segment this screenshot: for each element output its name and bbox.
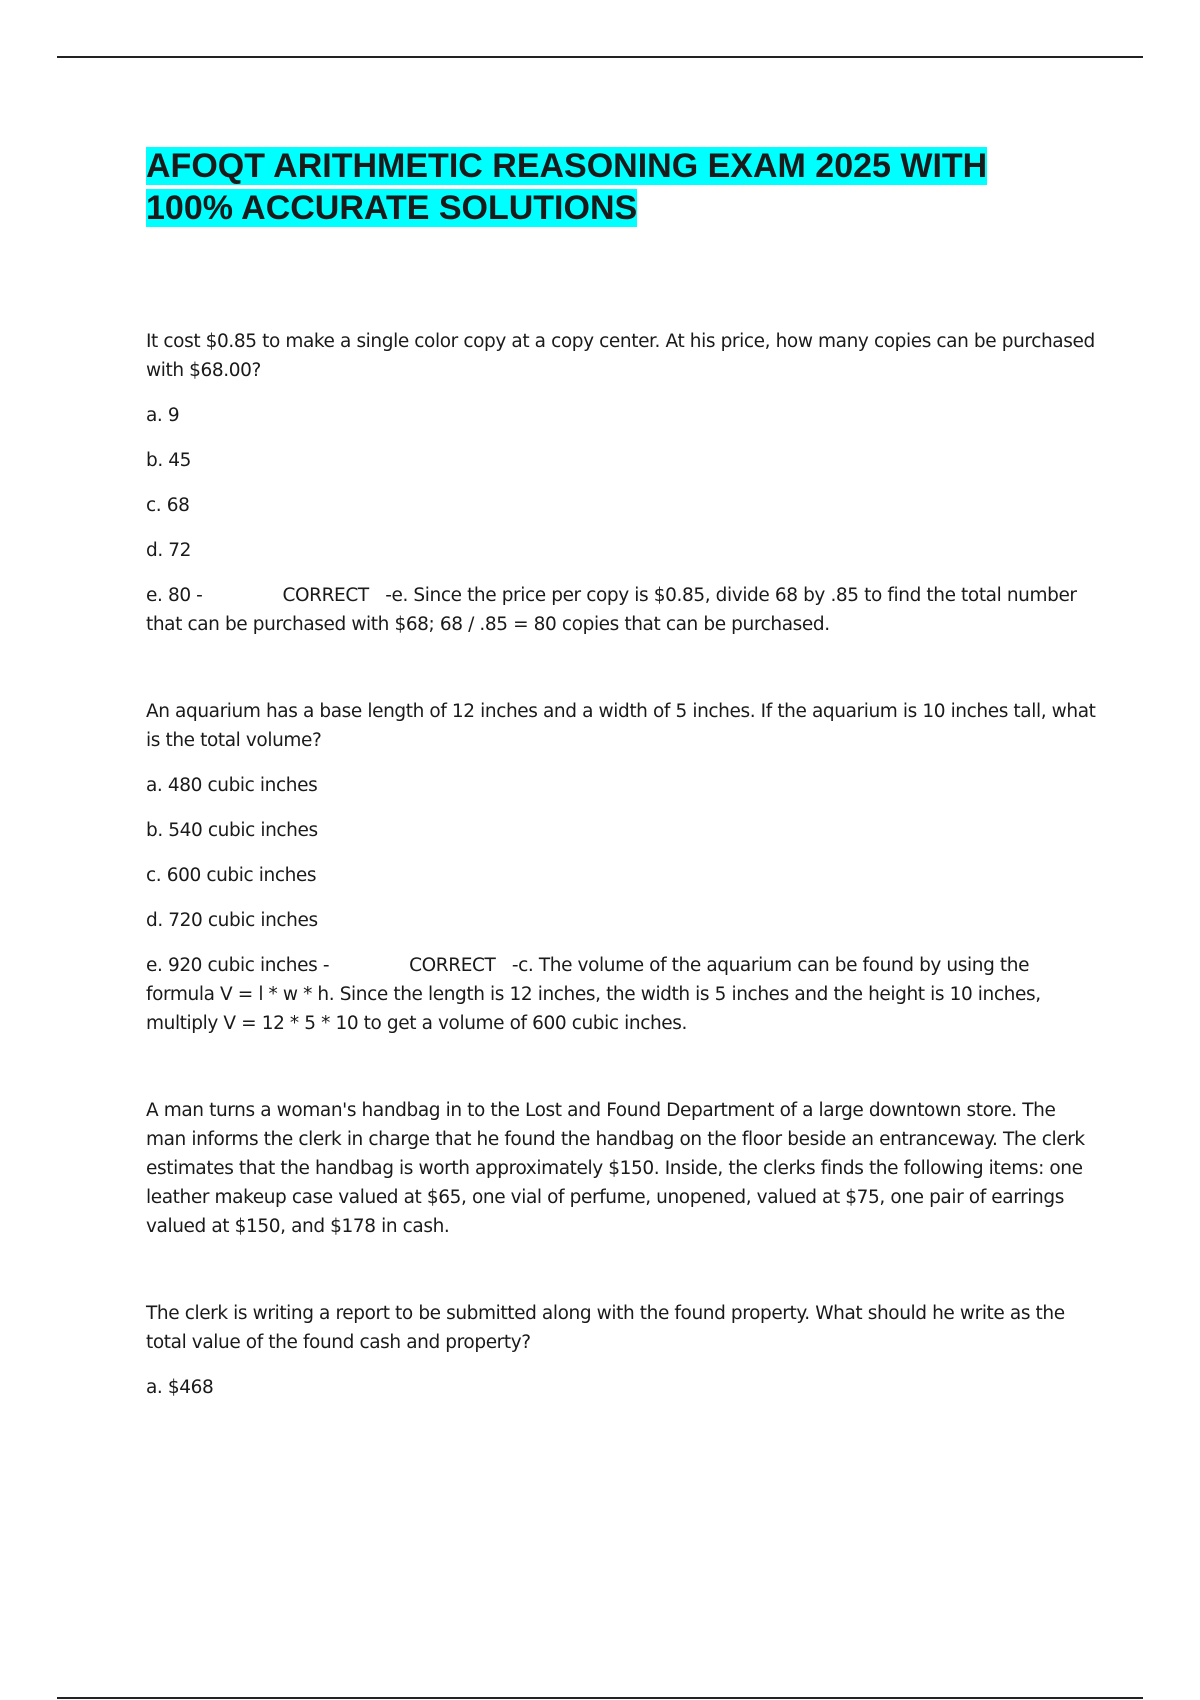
solution-explanation: -e. Since the price per copy is $0.85, divide 68 by .85 to find the total number that can be purchased with $68; 68 / .85 = 80 copies that can be purchased. xyxy=(146,585,1077,635)
correct-label: CORRECT xyxy=(409,955,496,976)
question-stem: The clerk is writing a report to be submitted along with the found property. What should he write as the total value of the found cash and property? xyxy=(146,1303,1065,1353)
solution-explanation: -c. The volume of the aquarium can be found by using the formula V = l * w * h. Since the length is 12 inches, the width is 5 inches and the height is 10 inches, multiply V = 12 * 5 * 10 to get a volume of 600 cubic inches. xyxy=(146,955,1041,1034)
title-line-2: 100% ACCURATE SOLUTIONS xyxy=(146,189,638,227)
answer-option: d. 720 cubic inches xyxy=(146,910,318,931)
answer-option: d. 72 xyxy=(146,540,192,561)
question-3 xyxy=(146,1299,1096,1402)
answer-option: e. 920 cubic inches - xyxy=(146,955,330,976)
document-body xyxy=(146,145,1096,1418)
question-stem: It cost $0.85 to make a single color copy at a copy center. At his price, how many copies can be purchased with $68.00? xyxy=(146,331,1095,381)
answer-option: b. 45 xyxy=(146,450,192,471)
answer-option: a. 480 cubic inches xyxy=(146,775,318,796)
answer-option: b. 540 cubic inches xyxy=(146,820,318,841)
answer-with-solution xyxy=(146,581,1096,639)
question-1 xyxy=(146,327,1096,639)
footer-rule xyxy=(57,1697,1143,1699)
title-line-1: AFOQT ARITHMETIC REASONING EXAM 2025 WITH xyxy=(146,147,988,185)
answer-option: a. 9 xyxy=(146,405,180,426)
document-title xyxy=(146,145,1096,229)
answer-option: e. 80 - xyxy=(146,585,203,606)
passage-text: A man turns a woman's handbag in to the Lost and Found Department of a large downtown store. The man informs the clerk in charge that he found the handbag on the floor beside an entranceway. The clerk estimates that the handbag is worth approximately $150. Inside, the clerks finds the following items: one leather makeup case valued at $65, one vial of perfume, unopened, valued at $75, one pair of earrings valued at $150, and $178 in cash. xyxy=(146,1100,1085,1237)
answer-with-solution xyxy=(146,951,1096,1038)
question-2 xyxy=(146,697,1096,1038)
correct-label: CORRECT xyxy=(282,585,369,606)
answer-option: a. $468 xyxy=(146,1377,214,1398)
header-rule xyxy=(57,56,1143,58)
passage xyxy=(146,1096,1096,1241)
answer-option: c. 68 xyxy=(146,495,190,516)
question-stem: An aquarium has a base length of 12 inches and a width of 5 inches. If the aquarium is 10 inches tall, what is the total volume? xyxy=(146,701,1096,751)
answer-option: c. 600 cubic inches xyxy=(146,865,317,886)
